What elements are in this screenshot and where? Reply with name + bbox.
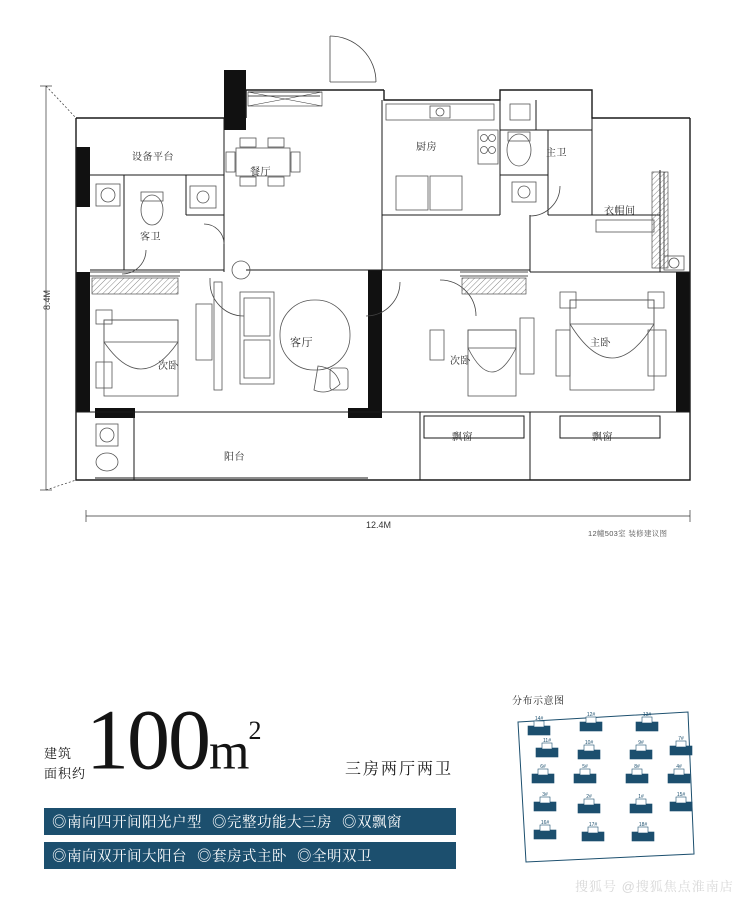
room-label-equipment-platform: 设备平台 (132, 152, 174, 163)
distribution-unit-label: 10# (584, 740, 594, 746)
distribution-unit-label: 17# (588, 822, 598, 828)
distribution-unit-label: 6# (540, 764, 546, 770)
unit-type-label: 三房两厅两卫 (345, 761, 454, 778)
feature-item-4: ◎南向双开间大阳台 (52, 849, 187, 865)
watermark-text: 搜狐号 @搜狐焦点淮南店 (575, 879, 734, 894)
feature-item-6: ◎全明双卫 (297, 849, 372, 865)
room-label-guest-bath: 客卫 (140, 232, 161, 243)
room-label-balcony: 阳台 (224, 452, 245, 463)
area-prefix-line1: 建筑 (44, 746, 73, 761)
room-label-dining: 餐厅 (250, 167, 271, 178)
feature-item-2: ◎完整功能大三房 (212, 815, 332, 831)
room-label-living-room: 客厅 (290, 337, 313, 349)
distribution-unit-label: 14# (534, 716, 544, 722)
feature-item-1: ◎南向四开间阳光户型 (52, 815, 202, 831)
distribution-unit-label: 4# (676, 764, 682, 770)
room-label-master-bedroom: 主卧 (590, 338, 611, 349)
distribution-map (512, 706, 698, 866)
distribution-unit-label: 7# (678, 736, 684, 742)
area-unit: m (209, 723, 249, 781)
distribution-unit-label: 11# (543, 738, 551, 744)
feature-bar-row-1 (44, 808, 456, 835)
distribution-unit-label: 8# (634, 764, 640, 770)
room-label-kitchen: 厨房 (416, 142, 437, 153)
area-number: 100 (86, 691, 209, 788)
distribution-unit-label: 15# (676, 792, 686, 798)
area-prefix (44, 744, 86, 784)
area-prefix-line2: 面积约 (44, 766, 87, 781)
area-value-group (86, 688, 259, 796)
feature-item-5: ◎套房式主卧 (197, 849, 287, 865)
distribution-unit-label: 16# (540, 820, 550, 826)
room-label-bay-window-left: 飘窗 (452, 432, 473, 443)
distribution-unit-label: 3# (542, 792, 548, 798)
dimension-width: 12.4M (366, 520, 392, 530)
distribution-map-title: 分布示意图 (512, 696, 565, 707)
feature-item-3: ◎双飘窗 (342, 815, 402, 831)
room-label-master-bath: 主卫 (546, 148, 567, 159)
distribution-unit-label: 13# (642, 712, 652, 718)
room-label-second-bedroom-left: 次卧 (158, 361, 179, 372)
distribution-unit-label: 9# (638, 740, 644, 746)
dimension-height: 8.4M (42, 289, 52, 310)
distribution-unit-label: 2# (586, 794, 592, 800)
distribution-unit-label: 18# (638, 822, 648, 828)
watermark (575, 876, 734, 895)
distribution-unit-label: 12# (586, 712, 596, 718)
room-label-bay-window-right: 飘窗 (592, 432, 613, 443)
distribution-map-drawing (512, 706, 698, 866)
room-label-second-bedroom-right: 次卧 (450, 356, 471, 367)
plan-credit: 12幢503室 装修建议图 (588, 529, 668, 538)
room-label-walk-in-closet: 衣帽间 (604, 206, 636, 217)
distribution-unit-label: 1# (638, 794, 644, 800)
area-unit-superscript: 2 (248, 716, 260, 745)
feature-bar-row-2 (44, 842, 456, 869)
distribution-unit-label: 5# (582, 764, 588, 770)
